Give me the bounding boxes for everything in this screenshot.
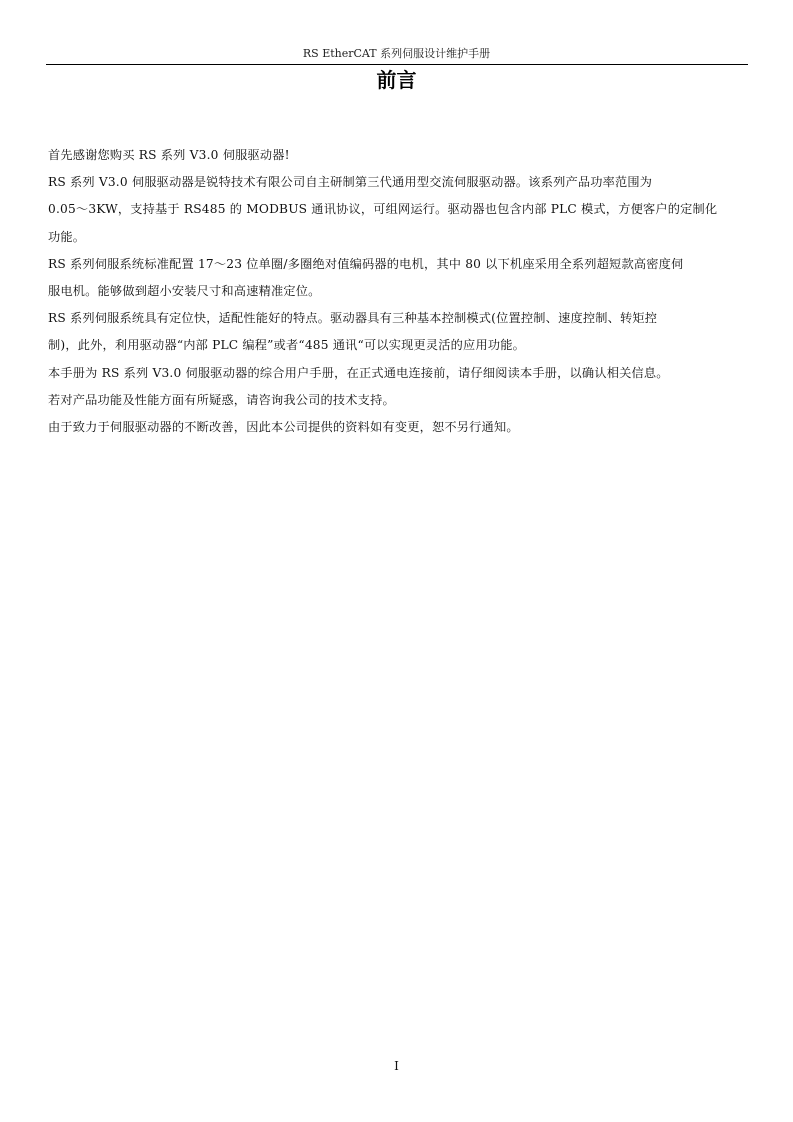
paragraph-line: 制)，此外，利用驱动器“内部 PLC 编程”或者“485 通讯“可以实现更灵活的应用功能。	[48, 338, 525, 353]
paragraph-line: 0.05～3KW，支持基于 RS485 的 MODBUS 通讯协议，可组网运行。驱动器也包含内部 PLC 模式，方便客户的定制化	[48, 202, 718, 217]
paragraph-line: 功能。	[48, 229, 86, 244]
paragraph-line: RS 系列 V3.0 伺服驱动器是锐特技术有限公司自主研制第三代通用型交流伺服驱动器。该系列产品功率范围为	[48, 175, 653, 190]
running-header: RS EtherCAT 系列伺服设计维护手册	[302, 47, 491, 60]
paragraph-line: RS 系列伺服系统具有定位快，适配性能好的特点。驱动器具有三种基本控制模式(位置控制、速度控制、转矩控	[48, 311, 658, 326]
preface-body	[48, 142, 748, 441]
paragraph-line: 若对产品功能及性能方面有所疑惑，请咨询我公司的技术支持。	[48, 392, 395, 407]
paragraph-line: RS 系列伺服系统标准配置 17～23 位单圈/多圈绝对值编码器的电机，其中 80 以下机座采用全系列超短款高密度伺	[48, 256, 684, 271]
paragraph-line: 本手册为 RS 系列 V3.0 伺服驱动器的综合用户手册，在正式通电连接前，请仔细阅读本手册，以确认相关信息。	[48, 365, 669, 380]
page-title: 前言	[376, 68, 417, 92]
paragraph-line: 服电机。能够做到超小安装尺寸和高速精准定位。	[48, 284, 321, 299]
header-divider	[46, 64, 748, 65]
paragraph-line: 首先感谢您购买 RS 系列 V3.0 伺服驱动器!	[48, 148, 290, 162]
paragraph-line: 由于致力于伺服驱动器的不断改善，因此本公司提供的资料如有变更，恕不另行通知。	[48, 420, 519, 435]
page-number: I	[394, 1059, 399, 1073]
